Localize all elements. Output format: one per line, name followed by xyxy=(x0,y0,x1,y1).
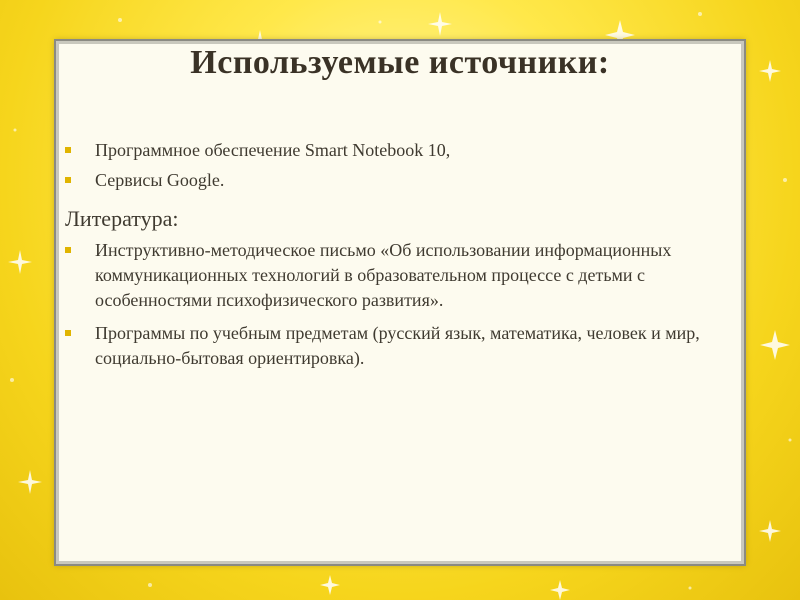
literature-heading: Литература: xyxy=(65,206,179,231)
slide-content xyxy=(65,138,725,379)
square-bullet-icon xyxy=(65,147,71,153)
square-bullet-icon xyxy=(65,177,71,183)
sparkle-icon xyxy=(428,12,452,36)
sparkle-icon xyxy=(8,250,32,274)
list-item-text: Программное обеспечение Smart Notebook 10, xyxy=(95,140,451,160)
sources-list xyxy=(65,138,725,193)
list-item xyxy=(65,138,725,163)
literature-list xyxy=(65,238,725,371)
sparkle-icon xyxy=(320,575,340,595)
page-title: Используемые источники: xyxy=(190,44,610,81)
list-item-text: Инструктивно-методическое письмо «Об использовании информационных коммуникационных технологий в образовательном процессе с детьми с особенностями психофизического развития». xyxy=(95,240,672,310)
list-item xyxy=(65,238,725,313)
list-item xyxy=(65,321,725,371)
square-bullet-icon xyxy=(65,330,71,336)
list-item-text: Сервисы Google. xyxy=(95,170,225,190)
list-item xyxy=(65,168,725,193)
list-item-text: Программы по учебным предметам (русский язык, математика, человек и мир, социально-бытовая ориентировка). xyxy=(95,323,700,368)
sparkle-icon xyxy=(760,330,790,360)
sparkle-icon xyxy=(550,580,570,600)
square-bullet-icon xyxy=(65,247,71,253)
sparkle-icon xyxy=(18,470,42,494)
sparkle-icon xyxy=(759,520,781,542)
